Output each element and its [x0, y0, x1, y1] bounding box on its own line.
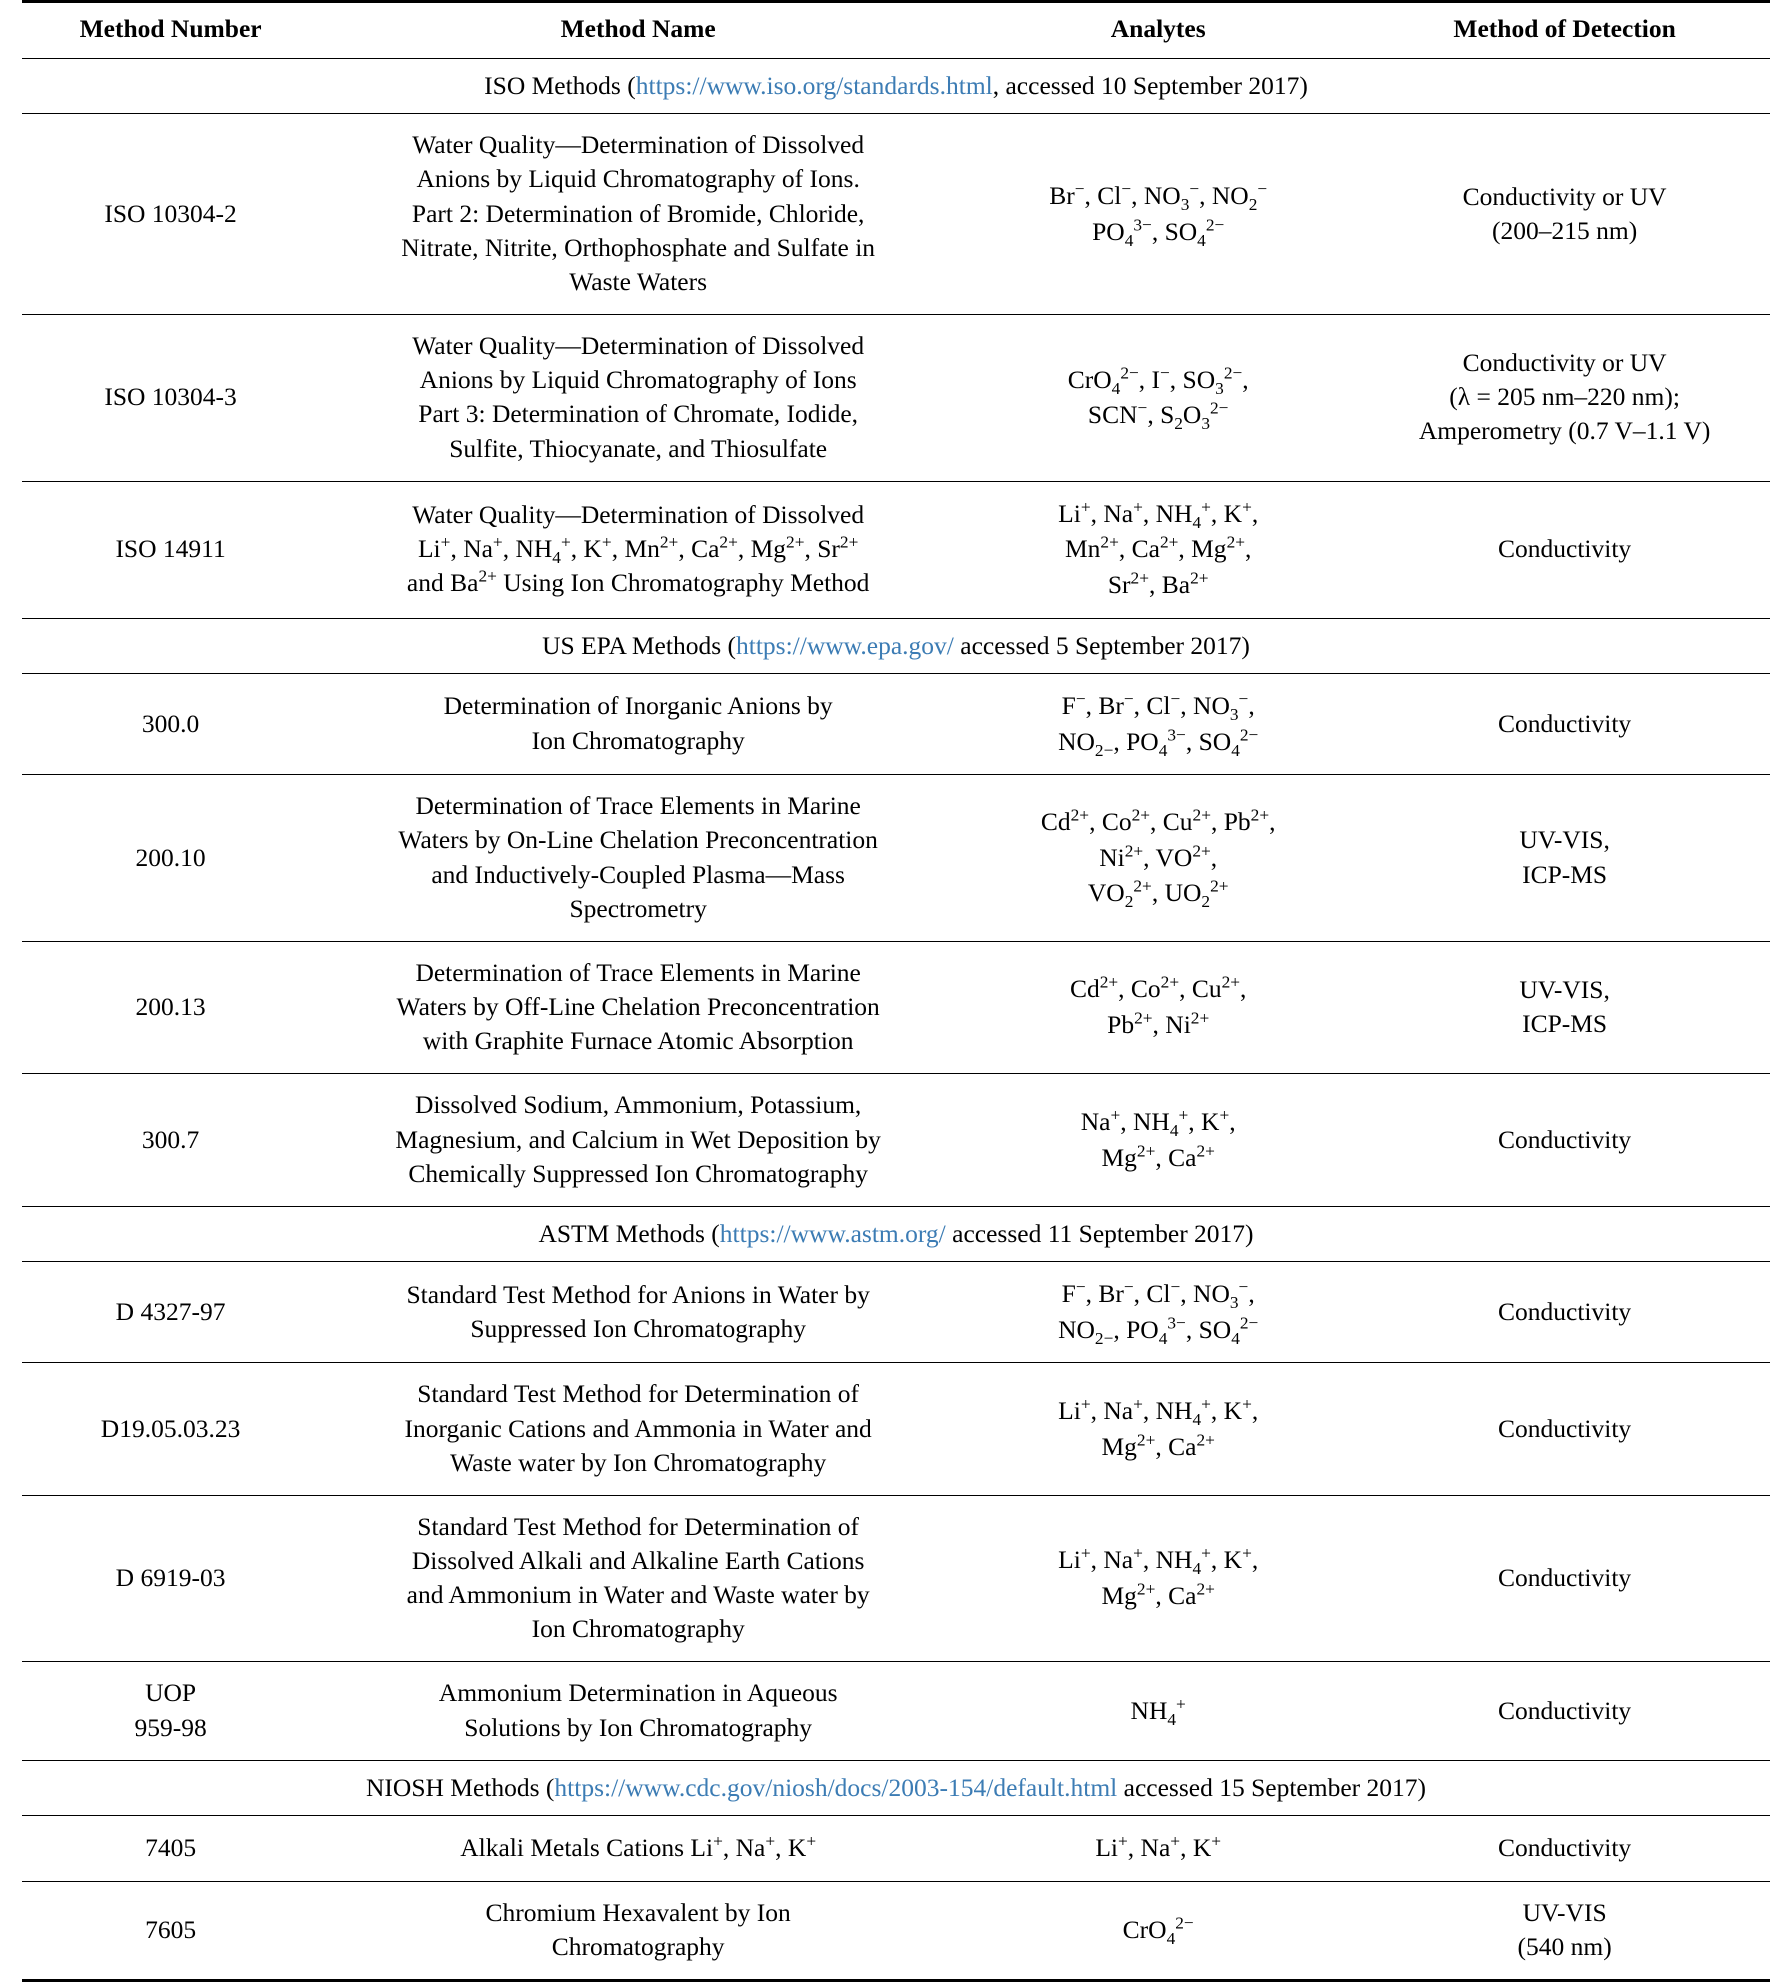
cell-method-name: Dissolved Sodium, Ammonium, Potassium, Magnesium, and Calcium in Wet Deposition by Chemically Suppressed Ion Chromatography [319, 1074, 957, 1206]
section-header-cell [22, 1206, 1770, 1261]
cell-method-name: Alkali Metals Cations Li+, Na+, K+ [319, 1815, 957, 1881]
table-row [22, 1881, 1770, 1980]
cell-method-number: 7405 [22, 1815, 319, 1881]
analytical-methods-table [22, 0, 1770, 1982]
table-body [22, 59, 1770, 1981]
cell-method-of-detection: Conductivity [1359, 1074, 1770, 1206]
cell-method-name: Water Quality—Determination of Dissolved Anions by Liquid Chromatography of Ions Part 3: Determination of Chromate, Iodide, Sulfite, Thiocyanate, and Thiosulfate [319, 315, 957, 482]
cell-analytes: F−, Br−, Cl−, $NO_3^-$, $NO_{2-}$, $PO_4^{3-}$, $SO_4^{2-}$ [957, 1261, 1359, 1362]
cell-analytes: Na+, $NH_4^+$, K+, $Mg^{2+}$, $Ca^{2+}$ [957, 1074, 1359, 1206]
cell-method-of-detection: UV-VIS, ICP-MS [1359, 775, 1770, 942]
section-source-link[interactable]: https://www.astm.org/ [719, 1218, 946, 1248]
table-row [22, 941, 1770, 1073]
cell-method-of-detection: Conductivity [1359, 1495, 1770, 1662]
cell-method-number: D 4327-97 [22, 1261, 319, 1362]
cell-method-number: 300.0 [22, 673, 319, 774]
cell-analytes: Li+, Na+, $NH_4^+$, K+, $Mg^{2+}$, $Ca^{2+}$ [957, 1363, 1359, 1495]
cell-method-name: Standard Test Method for Determination of Dissolved Alkali and Alkaline Earth Cations and Ammonium in Water and Waste water by Ion Chromatography [319, 1495, 957, 1662]
table-row [22, 315, 1770, 482]
cell-analytes: CrO$_4^{2-}$, I−, $SO_3^{2-}$, SCN−, $S_2O_3^{2-}$ [957, 315, 1359, 482]
column-header-method-of-detection: Method of Detection [1359, 2, 1770, 59]
cell-analytes: Li+, Na+, K+ [957, 1815, 1359, 1881]
cell-method-name: Standard Test Method for Anions in Water by Suppressed Ion Chromatography [319, 1261, 957, 1362]
cell-method-number: 200.10 [22, 775, 319, 942]
cell-analytes: Li+, Na+, $NH_4^+$, K+, $Mg^{2+}$, $Ca^{2+}$ [957, 1495, 1359, 1662]
table-row [22, 1363, 1770, 1495]
cell-method-number: ISO 10304-3 [22, 315, 319, 482]
cell-method-name: Determination of Inorganic Anions by Ion Chromatography [319, 673, 957, 774]
cell-analytes: CrO$_4^{2-}$ [957, 1881, 1359, 1980]
section-label-suffix: accessed 11 September 2017) [945, 1218, 1254, 1248]
cell-analytes: $NH_4^+$ [957, 1662, 1359, 1760]
cell-method-number: ISO 14911 [22, 481, 319, 618]
cell-method-name: Chromium Hexavalent by Ion Chromatography [319, 1881, 957, 1980]
section-label-prefix: NIOSH Methods ( [366, 1772, 555, 1802]
table-row [22, 1662, 1770, 1760]
section-label-suffix: , accessed 10 September 2017) [992, 71, 1308, 101]
section-header-cell [22, 1760, 1770, 1815]
cell-method-of-detection: Conductivity [1359, 1363, 1770, 1495]
cell-analytes: $Cd^{2+}$, $Co^{2+}$, $Cu^{2+}$, $Pb^{2+}$, $Ni^{2+}$ [957, 941, 1359, 1073]
section-header-cell [22, 59, 1770, 114]
cell-analytes: Li+, Na+, $NH_4^+$, K+, $Mn^{2+}$, $Ca^{2+}$, $Mg^{2+}$, $Sr^{2+}$, $Ba^{2+}$ [957, 481, 1359, 618]
cell-method-number: D19.05.03.23 [22, 1363, 319, 1495]
cell-method-name: Water Quality—Determination of Dissolved Li+, Na+, $NH_4^+$, K+, $Mn^{2+}$, $Ca^{2+}$, $Mg^{2+}$, $Sr^{2+}$ and $Ba^{2+}$ Using Ion Chromatography Method [319, 481, 957, 618]
section-source-link[interactable]: https://www.iso.org/standards.html [635, 71, 993, 101]
section-label-suffix: accessed 5 September 2017) [953, 630, 1250, 660]
cell-method-number: D 6919-03 [22, 1495, 319, 1662]
section-source-link[interactable]: https://www.cdc.gov/niosh/docs/2003-154/default.html [554, 1772, 1118, 1802]
column-header-method-number: Method Number [22, 2, 319, 59]
table-row [22, 1495, 1770, 1662]
cell-method-of-detection: Conductivity or UV (200–215 nm) [1359, 114, 1770, 315]
section-label-prefix: ISO Methods ( [484, 71, 636, 101]
cell-method-of-detection: Conductivity [1359, 1815, 1770, 1881]
column-header-method-name: Method Name [319, 2, 957, 59]
table-row [22, 673, 1770, 774]
cell-method-of-detection: UV-VIS (540 nm) [1359, 1881, 1770, 1980]
cell-method-number: UOP 959-98 [22, 1662, 319, 1760]
section-label-prefix: US EPA Methods ( [542, 630, 736, 660]
table-header [22, 2, 1770, 59]
section-source-link[interactable]: https://www.epa.gov/ [735, 630, 954, 660]
cell-method-of-detection: Conductivity [1359, 481, 1770, 618]
cell-method-name: Determination of Trace Elements in Marine Waters by On-Line Chelation Preconcentration and Inductively-Coupled Plasma—Mass Spectrometry [319, 775, 957, 942]
cell-method-name: Ammonium Determination in Aqueous Solutions by Ion Chromatography [319, 1662, 957, 1760]
cell-method-of-detection: Conductivity or UV (λ = 205 nm–220 nm); Amperometry (0.7 V–1.1 V) [1359, 315, 1770, 482]
table-row [22, 1074, 1770, 1206]
table-row [22, 1815, 1770, 1881]
cell-method-number: ISO 10304-2 [22, 114, 319, 315]
section-label-prefix: ASTM Methods ( [538, 1218, 720, 1248]
section-label-suffix: accessed 15 September 2017) [1117, 1772, 1426, 1802]
cell-method-number: 200.13 [22, 941, 319, 1073]
us-epa-section-header [22, 618, 1770, 673]
cell-analytes: F−, Br−, Cl−, $NO_3^-$, $NO_{2-}$, $PO_4^{3-}$, $SO_4^{2-}$ [957, 673, 1359, 774]
astm-section-header [22, 1206, 1770, 1261]
table-row [22, 1261, 1770, 1362]
cell-method-of-detection: Conductivity [1359, 1662, 1770, 1760]
table-row [22, 775, 1770, 942]
cell-method-name: Water Quality—Determination of Dissolved Anions by Liquid Chromatography of Ions. Part 2: Determination of Bromide, Chloride, Nitrate, Nitrite, Orthophosphate and Sulfate in Waste Waters [319, 114, 957, 315]
section-header-cell [22, 618, 1770, 673]
column-header-analytes: Analytes [957, 2, 1359, 59]
cell-method-of-detection: UV-VIS, ICP-MS [1359, 941, 1770, 1073]
cell-method-number: 7605 [22, 1881, 319, 1980]
cell-method-number: 300.7 [22, 1074, 319, 1206]
header-row [22, 2, 1770, 59]
cell-analytes: Br−, Cl−, $NO_3^-$, $NO_2^-$ $PO_4^{3-}$, $SO_4^{2-}$ [957, 114, 1359, 315]
cell-method-name: Determination of Trace Elements in Marine Waters by Off-Line Chelation Preconcentration with Graphite Furnace Atomic Absorption [319, 941, 957, 1073]
cell-method-of-detection: Conductivity [1359, 673, 1770, 774]
table-row [22, 114, 1770, 315]
cell-method-of-detection: Conductivity [1359, 1261, 1770, 1362]
table-row [22, 481, 1770, 618]
cell-method-name: Standard Test Method for Determination of Inorganic Cations and Ammonia in Water and Waste water by Ion Chromatography [319, 1363, 957, 1495]
cell-analytes: $Cd^{2+}$, $Co^{2+}$, $Cu^{2+}$, $Pb^{2+}$, $Ni^{2+}$, $VO^{2+}$, $VO_2^{2+}$, $UO_2^{2+}$ [957, 775, 1359, 942]
niosh-section-header [22, 1760, 1770, 1815]
iso-section-header [22, 59, 1770, 114]
